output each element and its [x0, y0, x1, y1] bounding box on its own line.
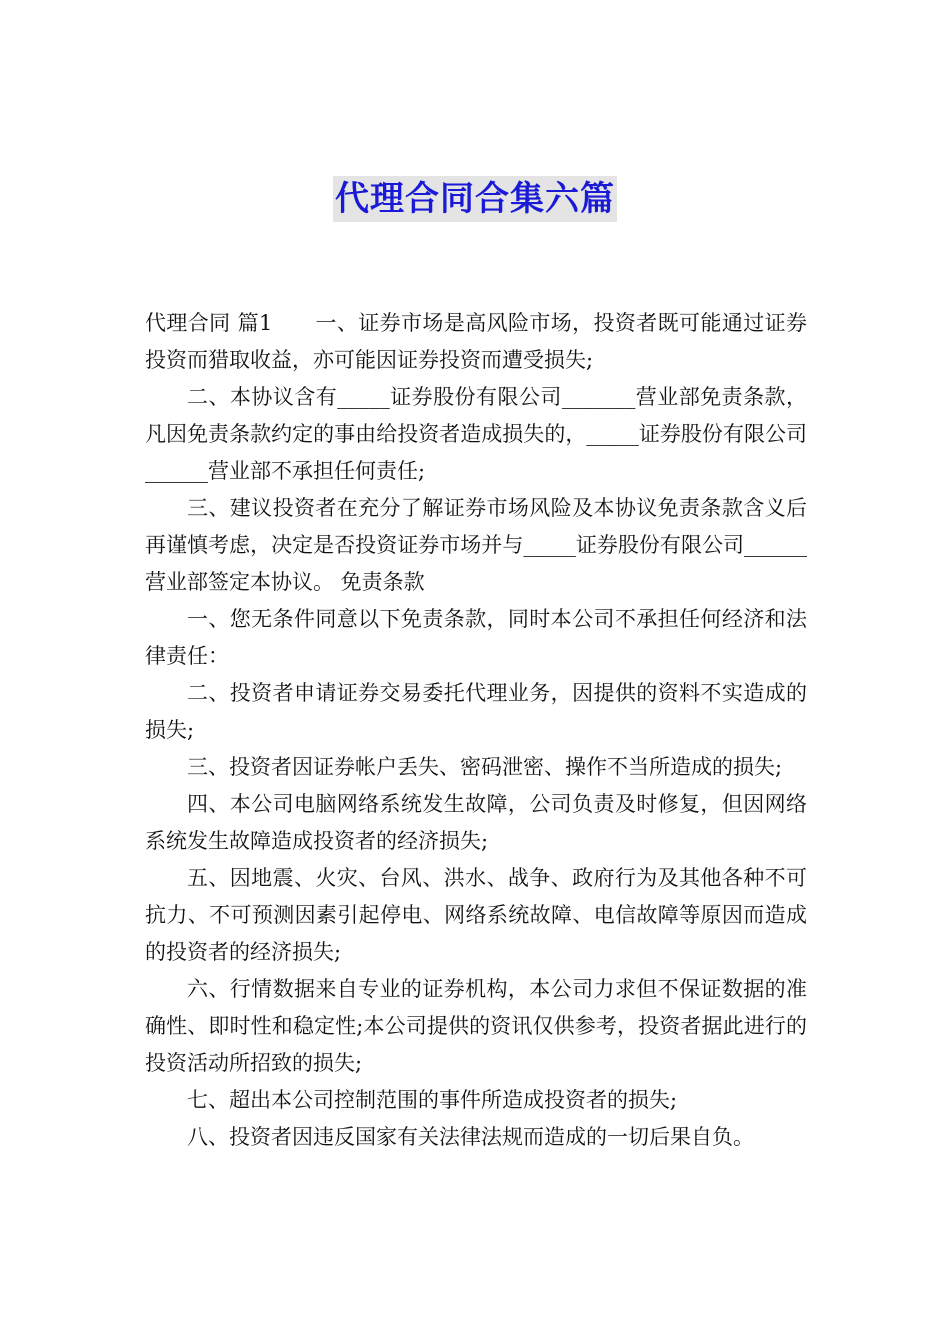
paragraph: 八、投资者因违反国家有关法律法规而造成的一切后果自负。 — [187, 1125, 754, 1149]
paragraph: 一、您无条件同意以下免责条款，同时本公司不承担任何经济和法律责任： — [145, 607, 807, 668]
document-title: 代理合同合集六篇 — [333, 176, 617, 222]
paragraph: 二、本协议含有_____证券股份有限公司_______营业部免责条款，凡因免责条款约定的事由给投资者造成损失的，_____证券股份有限公司______营业部不承担任何责任; — [145, 385, 807, 483]
title-container — [0, 176, 950, 222]
document-body — [145, 305, 807, 1156]
paragraph: 七、超出本公司控制范围的事件所造成投资者的损失; — [187, 1088, 678, 1112]
paragraph: 三、投资者因证券帐户丢失、密码泄密、操作不当所造成的损失; — [187, 755, 783, 779]
paragraph: 二、投资者申请证券交易委托代理业务，因提供的资料不实造成的损失; — [145, 681, 807, 742]
paragraph: 六、行情数据来自专业的证券机构，本公司力求但不保证数据的准确性、即时性和稳定性;本公司提供的资讯仅供参考，投资者据此进行的投资活动所招致的损失; — [145, 977, 807, 1075]
paragraph: 三、建议投资者在充分了解证券市场风险及本协议免责条款含义后再谨慎考虑，决定是否投资证券市场并与_____证券股份有限公司______营业部签定本协议。 免责条款 — [145, 496, 807, 594]
paragraph: 四、本公司电脑网络系统发生故障，公司负责及时修复，但因网络系统发生故障造成投资者的经济损失; — [145, 792, 807, 853]
paragraph: 代理合同 篇1 一、证券市场是高风险市场，投资者既可能通过证券投资而猎取收益，亦可能因证券投资而遭受损失; — [145, 311, 807, 372]
paragraph: 五、因地震、火灾、台风、洪水、战争、政府行为及其他各种不可抗力、不可预测因素引起停电、网络系统故障、电信故障等原因而造成的投资者的经济损失; — [145, 866, 807, 964]
